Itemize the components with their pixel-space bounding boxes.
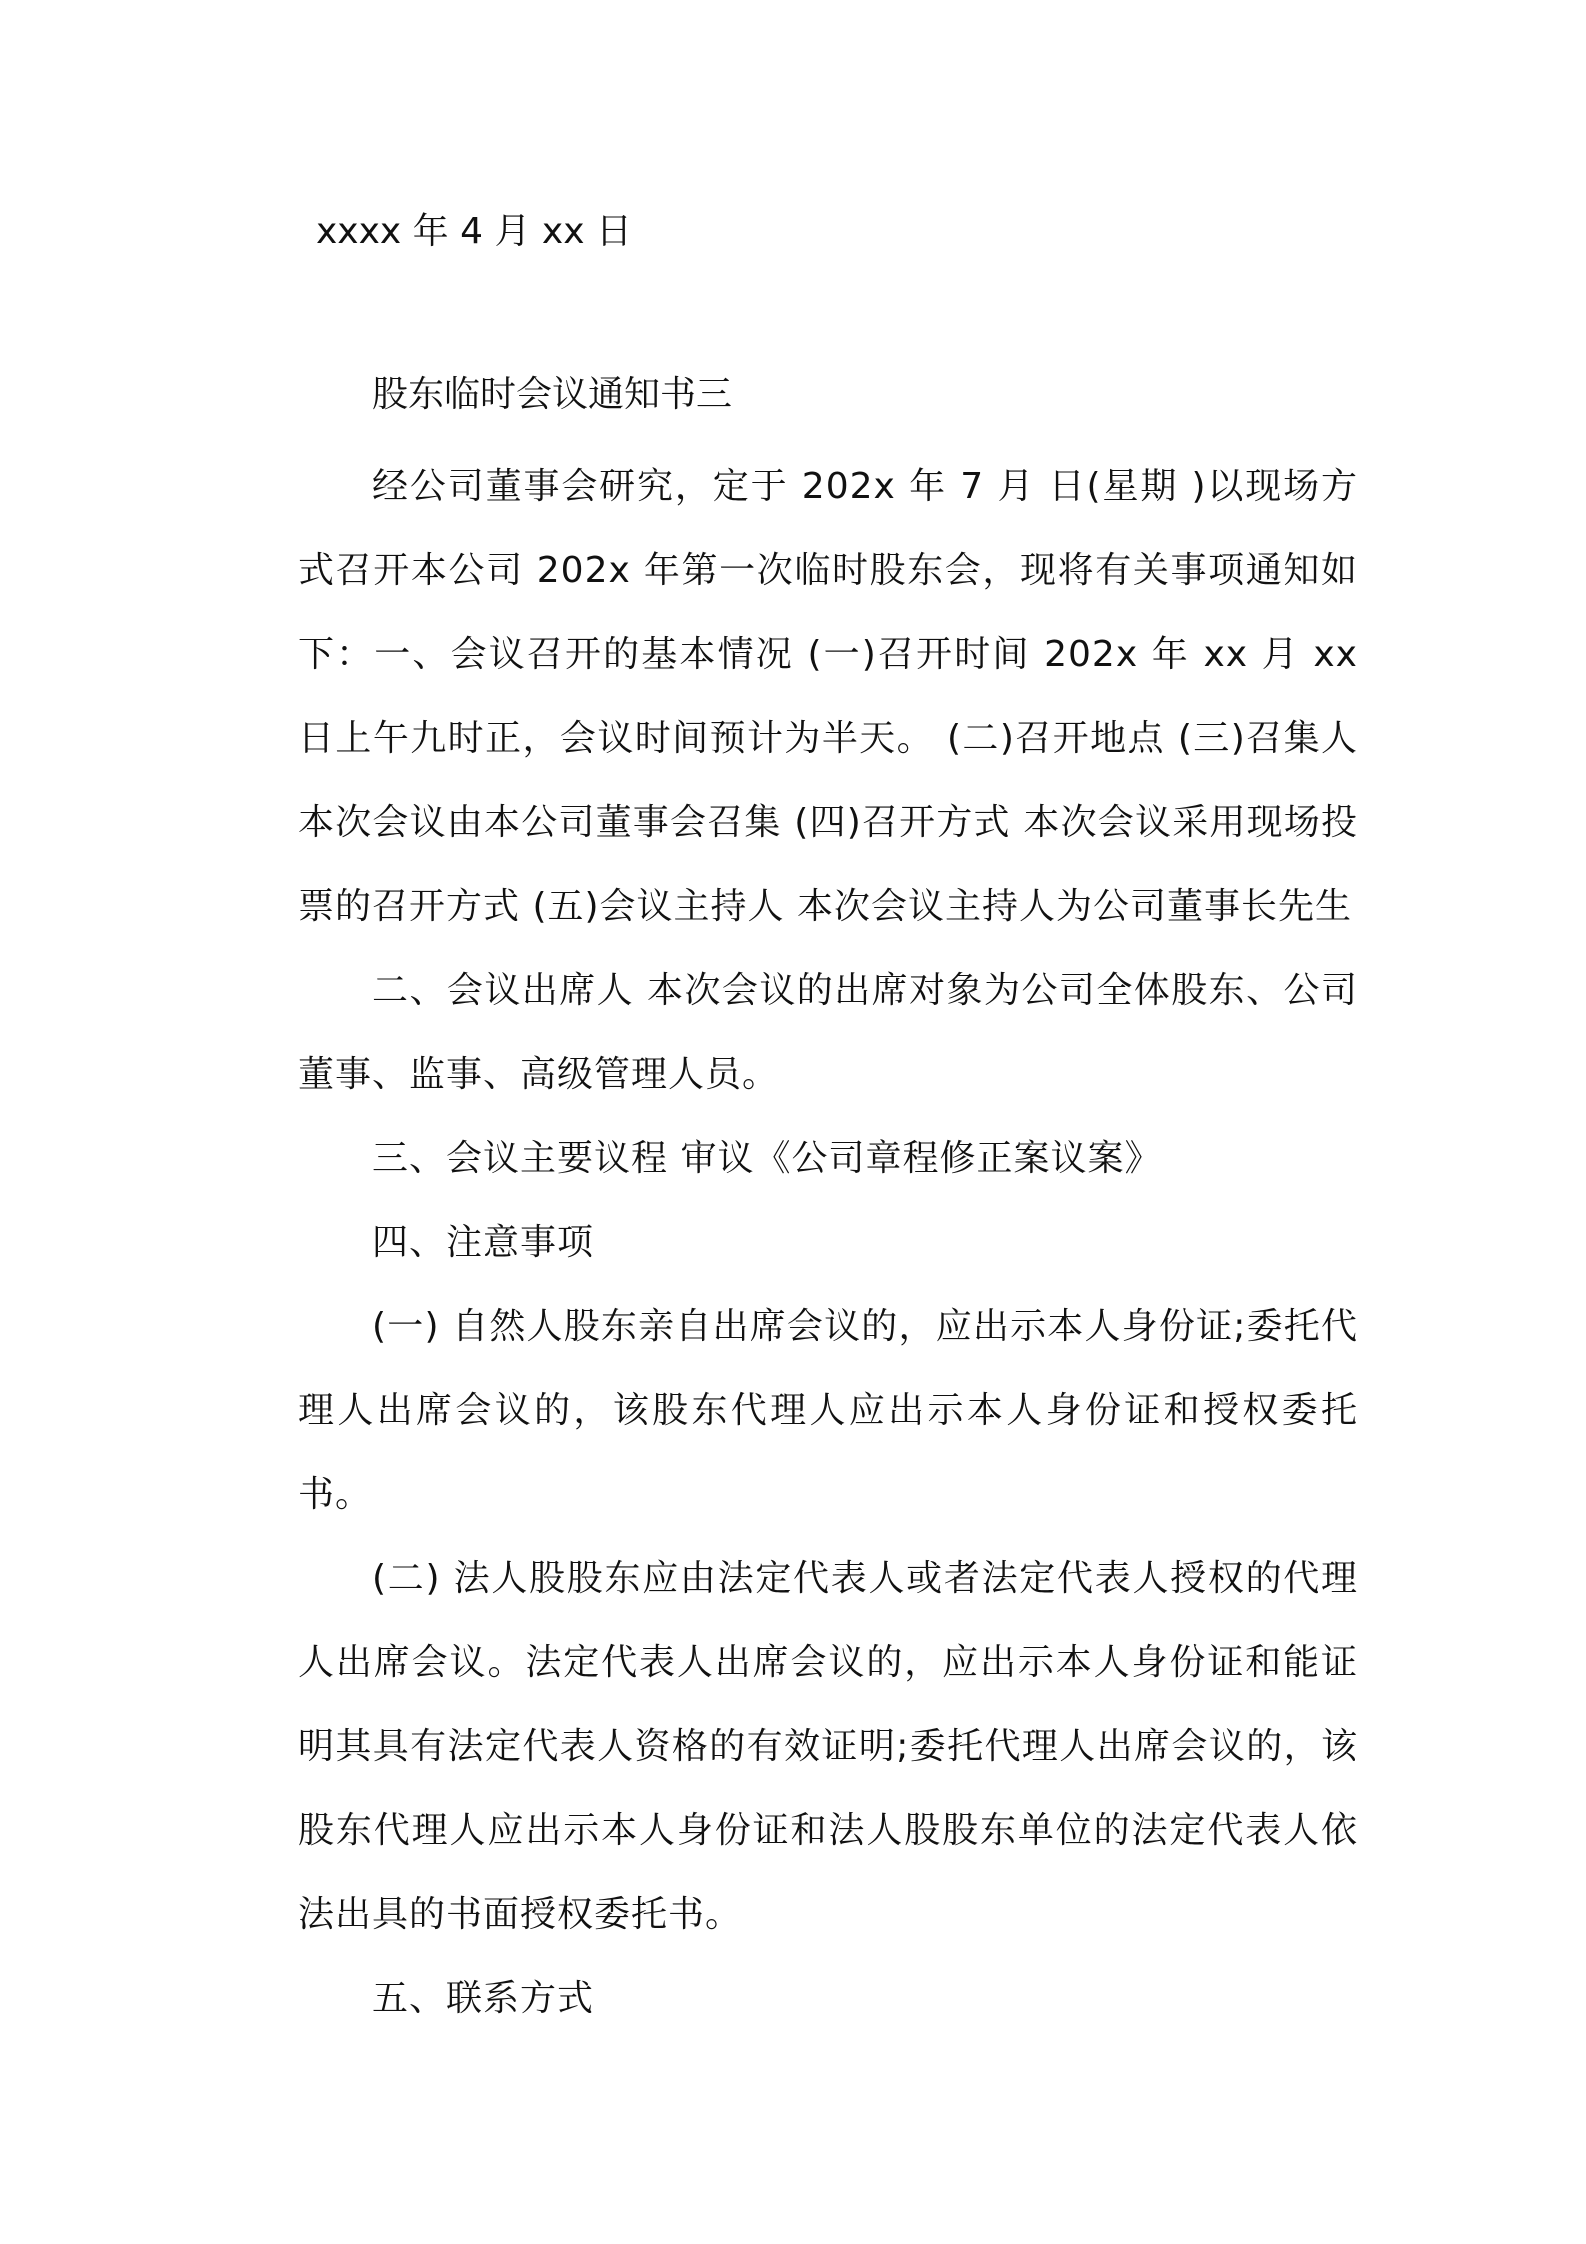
document-body (298, 445, 1358, 2041)
paragraph-note-legal-person: (二) 法人股股东应由法定代表人或者法定代表人授权的代理人出席会议。法定代表人出席会议的，应出示本人身份证和能证明其具有法定代表人资格的有效证明;委托代理人出席会议的，该股东代理人应出示本人身份证和法人股股东单位的法定代表人依法出具的书面授权委托书。 (298, 1558, 1358, 1935)
paragraph-attendees: 二、会议出席人 本次会议的出席对象为公司全体股东、公司董事、监事、高级管理人员。 (298, 970, 1358, 1095)
paragraph-agenda: 三、会议主要议程 审议《公司章程修正案议案》 (372, 1138, 1162, 1179)
paragraph-contact-heading: 五、联系方式 (372, 1978, 595, 2019)
paragraph-meeting-notice: 经公司董事会研究，定于 202x 年 7 月 日(星期 )以现场方式召开本公司 202x 年第一次临时股东会，现将有关事项通知如下：一、会议召开的基本情况 (一)召开时间 202x 年 xx 月 xx 日上午九时正，会议时间预计为半天。 (二)召开地点 (三)召集人 本次会议由本公司董事会召集 (四)召开方式 本次会议采用现场投票的召开方式 (五)会议主持人 本次会议主持人为公司董事长先生 (298, 466, 1358, 927)
document-title: 股东临时会议通知书三 (372, 374, 733, 415)
paragraph-note-natural-person: (一) 自然人股东亲自出席会议的，应出示本人身份证;委托代理人出席会议的，该股东代理人应出示本人身份证和授权委托书。 (298, 1306, 1358, 1515)
paragraph-notes-heading: 四、注意事项 (372, 1222, 595, 1263)
date-line: xxxx 年 4 月 xx 日 (316, 211, 632, 252)
